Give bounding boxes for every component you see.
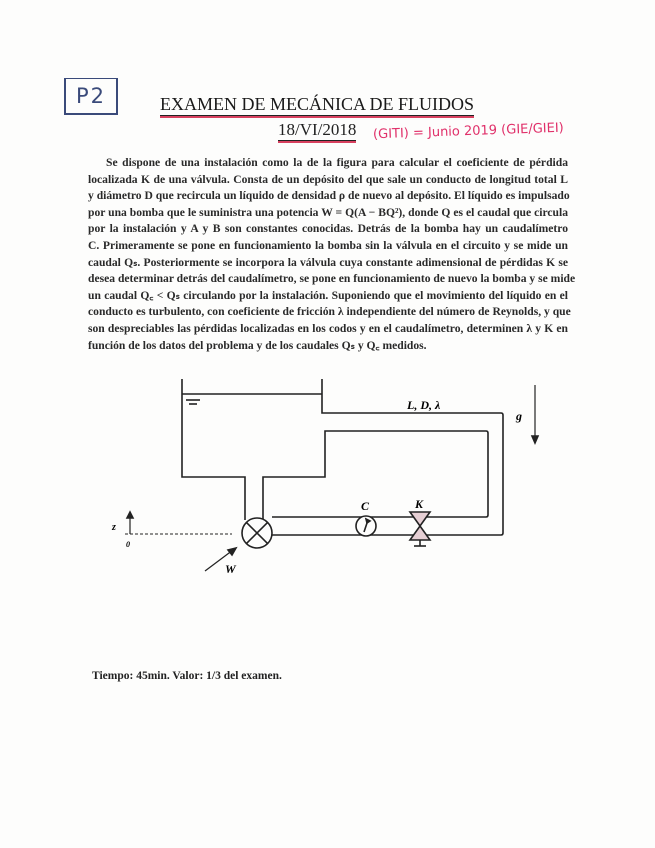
handwritten-note: (GITI) = Junio 2019 (GIE/GIEI) [372,120,565,143]
flowmeter-icon [356,516,376,536]
statement-line: conducto es turbulento, con coeficiente de fricción λ independiente del número de Reynolds, y que [88,305,571,319]
statement-line: C. Primeramente se pone en funcionamiento la bomba sin la válvula en el circuito y se mide un [88,238,568,252]
pump-icon [242,518,272,548]
statement-line: son despreciables las pérdidas localizadas en los codos y en el caudalímetro, determinen λ y K en [88,321,568,335]
gravity-label: g [516,409,522,423]
tank-outline [182,379,503,535]
flowmeter-label: C [361,499,370,513]
statement-line: función de los datos del problema y de los caudales Qₛ y Q꜀ medidos. [88,338,427,352]
origin-label: 0 [126,540,130,549]
statement-line: un caudal Q꜀ < Qₛ circulando por la instalación. Suponiendo que el movimiento del líquido en el [88,288,568,302]
statement-line: Se dispone de una instalación como la de la figura para calcular el coeficiente de pérdida [106,156,568,169]
valve-icon [410,512,430,546]
exam-date: 18/VI/2018 [278,120,357,139]
statement-line: y diámetro D que recircula un líquido de densidad ρ de nuevo al depósito. El líquido es impulsado [88,189,570,203]
valve-label: K [415,497,424,511]
statement-line: caudal Qₛ. Posteriormente se incorpora la válvula cuya constante adimensional de pérdidas K se [88,255,568,269]
statement-line: desea determinar detrás del caudalímetro, se pone en funcionamiento de nuevo la bomba y se mide [88,272,576,286]
handwritten-problem-label: P2 [64,78,118,115]
z-label: z [112,522,116,533]
exam-footer: Tiempo: 45min. Valor: 1/3 del examen. [92,670,282,682]
statement-line: localizada K de una válvula. Consta de un depósito del que sale un conducto de longitud total L [88,172,568,186]
statement-line: por la instalación y A y B son constantes conocidas. Detrás de la bomba hay un caudalímetro [88,222,568,236]
exam-title: EXAMEN DE MECÁNICA DE FLUIDOS [160,94,474,114]
power-label: W [225,562,236,576]
statement-line: por una bomba que le suministra una potencia W = Q(A − BQ²), donde Q es el caudal que circula [88,205,568,219]
pipe-label: L, D, λ [407,398,441,412]
